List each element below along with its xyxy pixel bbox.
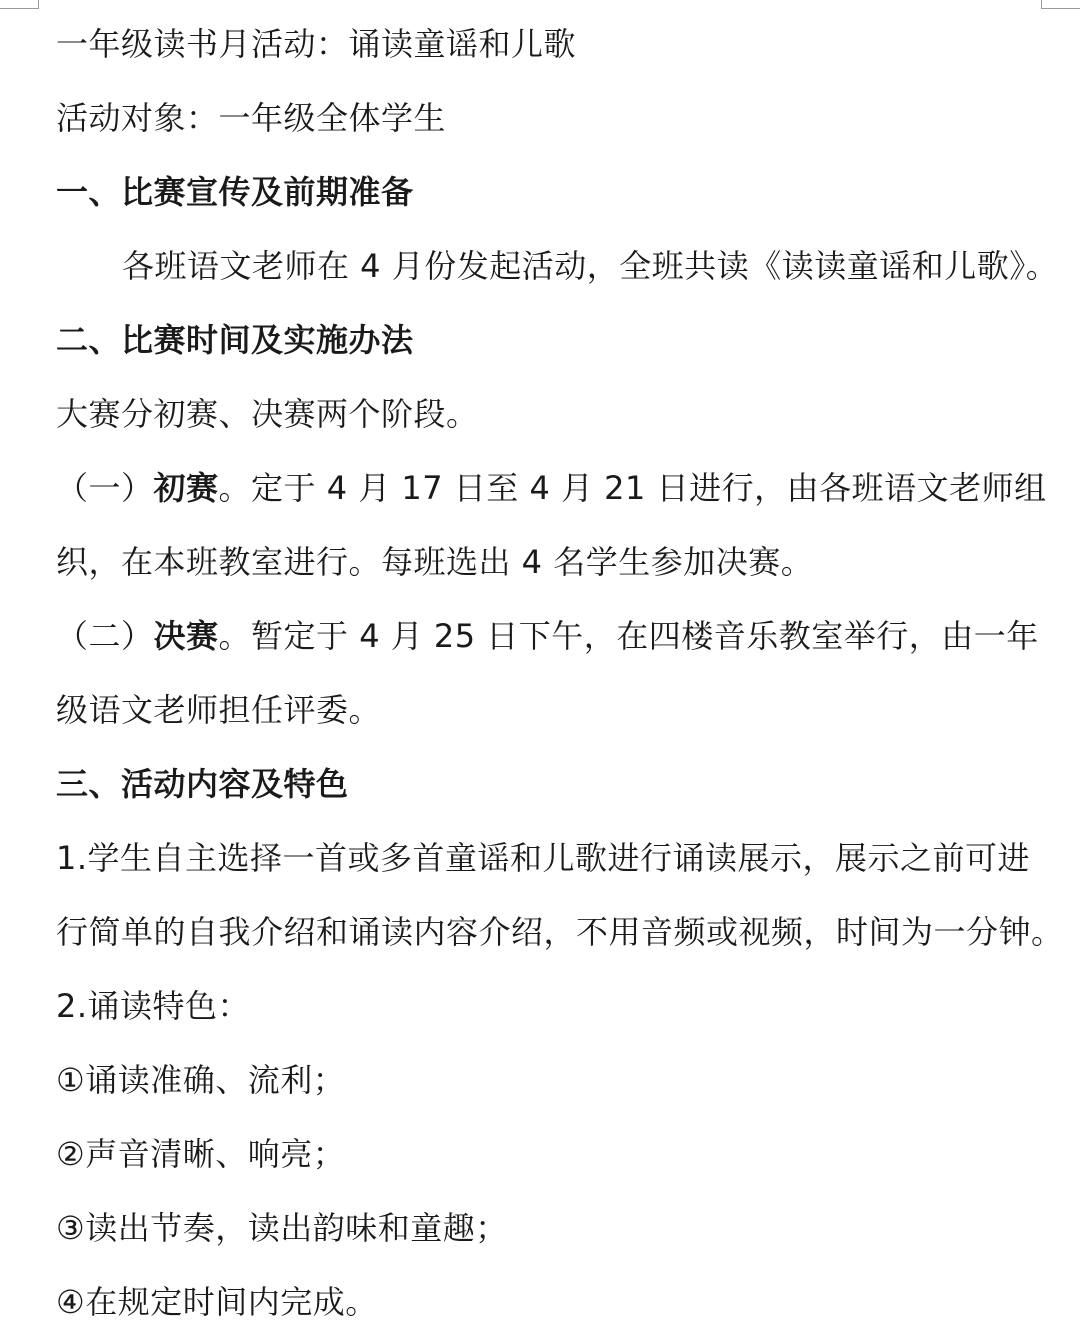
- document-title: 一年级读书月活动：诵读童谣和儿歌: [56, 25, 577, 63]
- item2: 2.诵读特色：: [56, 987, 251, 1025]
- criteria-item-3: ③读出节奏，读出韵味和童趣；: [56, 1209, 508, 1247]
- item1-line-1: 1.学生自主选择一首或多首童谣和儿歌进行诵读展示，展示之前可进: [56, 839, 1031, 877]
- activity-target: 活动对象：一年级全体学生: [56, 99, 447, 137]
- prelim-prefix: （一）: [56, 469, 154, 507]
- criteria-item-1: ①诵读准确、流利；: [56, 1061, 346, 1099]
- prelim-line-1: [56, 468, 1047, 508]
- section1-paragraph: 各班语文老师在 4 月份发起活动，全班共读《读读童谣和儿歌》。: [122, 247, 1059, 285]
- page-corner-mark-right: [1041, 0, 1080, 9]
- final-line-1: [56, 616, 1044, 656]
- page-corner-mark-left: [0, 0, 39, 9]
- section2-intro: 大赛分初赛、决赛两个阶段。: [56, 395, 479, 433]
- prelim-line-2: 织，在本班教室进行。每班选出 4 名学生参加决赛。: [56, 543, 814, 581]
- section1-heading: 一、比赛宣传及前期准备: [56, 173, 414, 211]
- final-text-1: 。暂定于 4 月 25 日下午，在四楼音乐教室举行，由一年: [218, 617, 1039, 655]
- section3-heading: 三、活动内容及特色: [56, 765, 349, 803]
- section2-heading: 二、比赛时间及实施办法: [56, 321, 414, 359]
- final-prefix: （二）: [56, 617, 154, 655]
- final-label: 决赛: [153, 617, 219, 655]
- prelim-text-1: 。定于 4 月 17 日至 4 月 21 日进行，由各班语文老师组: [218, 469, 1047, 507]
- item1-line-2: 行简单的自我介绍和诵读内容介绍，不用音频或视频，时间为一分钟。: [56, 913, 1064, 951]
- final-line-2: 级语文老师担任评委。: [56, 691, 382, 729]
- criteria-item-2: ②声音清晰、响亮；: [56, 1135, 346, 1173]
- prelim-label: 初赛: [153, 469, 219, 507]
- criteria-item-4: ④在规定时间内完成。: [56, 1283, 378, 1321]
